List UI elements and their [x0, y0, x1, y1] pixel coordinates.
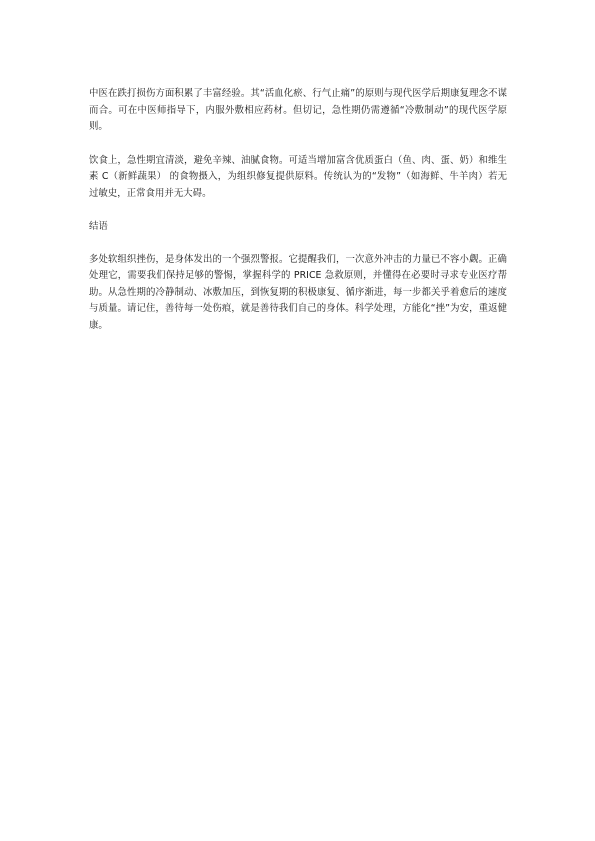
- section-heading-conclusion: 结语: [89, 221, 108, 232]
- paragraph-diet-advice: 饮食上，急性期宜清淡，避免辛辣、油腻食物。可适当增加富含优质蛋白（鱼、肉、蛋、奶）和维生素 C（新鲜蔬果） 的食物摄入，为组织修复提供原料。传统认为的“发物”（如海鲜、牛羊肉）若无过敏史，正常食用并无大碍。: [89, 154, 507, 199]
- paragraph-tcm-advice: 中医在跌打损伤方面积累了丰富经验。其“活血化瘀、行气止痛”的原则与现代医学后期康复理念不谋而合。可在中医师指导下，内服外敷相应药材。但切记，急性期仍需遵循“冷敷制动”的现代医学原则。: [89, 88, 507, 132]
- paragraph-conclusion: 多处软组织挫伤，是身体发出的一个强烈警报。它提醒我们，一次意外冲击的力量已不容小觑。正确处理它，需要我们保持足够的警惕，掌握科学的 PRICE 急救原则，并懂得在必要时寻求专业医疗帮助。从急性期的冷静制动、冰敷加压，到恢复期的积极康复、循序渐进，每一步都关乎着愈后的速度与质量。请记住，善待每一处伤痕，就是善待我们自己的身体。科学处理，方能化“挫”为安，重返健康。: [89, 253, 507, 331]
